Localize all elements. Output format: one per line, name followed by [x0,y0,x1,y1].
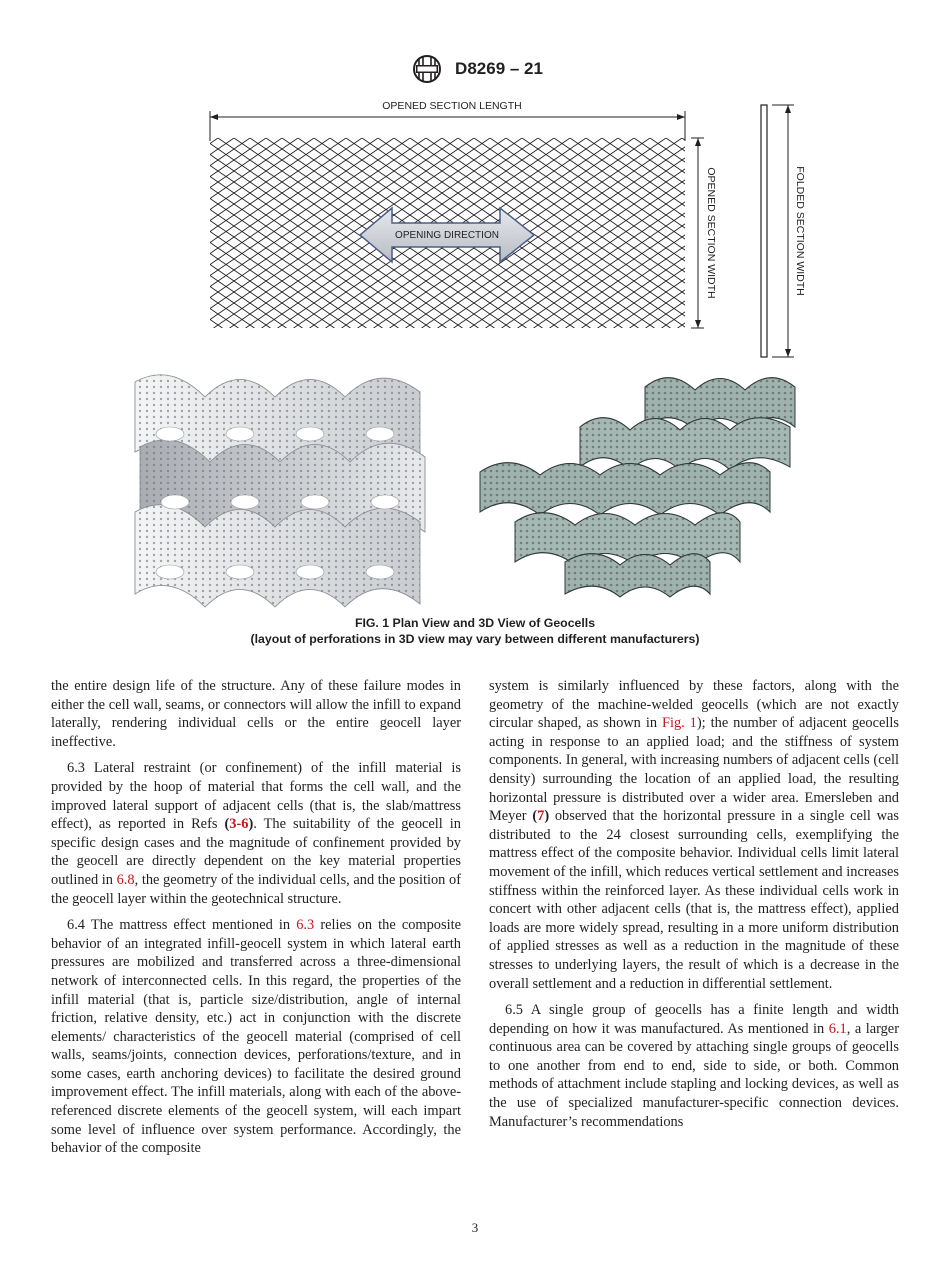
figure-caption-title: FIG. 1 Plan View and 3D View of Geocells [354,616,596,630]
paragraph-6-3: 6.3 Lateral restraint (or confinement) of the infill material is provided by the hoop of material that forms the cell wall, and the improved lateral support of adjacent cells (that is, the slab/mattress effect), as reported in Refs (3-6). The suitability of the geocell in specific design cases and the magnitude of confinement provided by the geocell are directly dependent on the key material properties outlined in 6.8, the geometry of the individual cells, and the position of the geocell layer within the geotechnical structure. [51,760,461,907]
paragraph-6-4-continuation: system is similarly influenced by these factors, along with the geometry of the machine-welded geocells (which are not exactly circular shaped, as shown in Fig. 1); the number of adjacent geocells acting in response to an applied load; and the stiffness of system components. In general, with increasing numbers of adjacent cells (cell density) surrounding the location of an applied load, the resulting horizontal pressure is distributed over a wider area. Emersleben and Meyer (7) observed that the horizontal pressure in a single cell was distributed to the 24 closest surrounding cells, exemplifying the mattress effect of the composite behavior. Individual cells limit lateral movement of the infill, which reduces vertical settlement and increases stiffness within the reinforced layer. As these individual cells work in concert with other adjacent cells (that is, the mattress effect), applied loads are more widely spread, resulting in a more uniform distribution of applied stresses as well as a reduction in the magnitude of these stresses to underlying layers, the result of which is a decrease in the overall settlement and a reduction in differential settlement. [489,678,900,992]
document-code: D8269 – 21 [455,59,543,78]
link-section-6-1[interactable]: 6.1 [828,1020,847,1037]
paragraph-6-4: 6.4 The mattress effect mentioned in 6.3 relies on the composite behavior of an integrated infill-geocell system in which lateral earth pressures are mobilized and transferred across a three-dimensional network of interconnected cells. In this regard, the properties of the infill material (that is, particle size/distribution, angle of internal friction, relative density, etc.) act in conjunction with the discrete elements/ characteristics of the geocell material (comprised of cell walls, seams/joints, connection devices, perforations/texture, and in some cases, earth anchoring devices) to facilitate the desired ground improvement effect. The infill materials, along with each of the above-referenced discrete elements of the geocell system, will each impart some level of influence over system performance. Accordingly, the behavior of the composite [51,917,461,1157]
opening-direction-label: OPENING DIRECTION [395,230,499,241]
right-text-column [489,677,899,1139]
link-section-6-3[interactable]: 6.3 [296,917,315,934]
opened-width-label: OPENED SECTION WIDTH [705,167,717,299]
link-fig-1[interactable]: Fig. 1 [661,715,697,732]
folded-section [761,105,767,357]
geocell-3d-white-view [130,372,450,612]
geocell-3d-gray-view [470,372,820,602]
paragraph-continuation: the entire design life of the structure. Any of these failure modes in either the cell wall, seams, or connectors will allow the infill to expand laterally, rendering individual cells or the entire geocell layer ineffective. [51,678,461,750]
figure-caption-note: (layout of perforations in 3D view may vary between different manufacturers) [250,632,700,646]
left-text-column [51,677,461,1166]
link-section-6-8[interactable]: 6.8 [116,871,135,888]
page-number: 3 [471,1220,479,1235]
reference-7[interactable]: (7) [532,808,550,825]
opened-length-label: OPENED SECTION LENGTH [382,100,522,112]
page-header [0,54,950,84]
reference-3-6[interactable]: (3-6) [224,816,254,833]
paragraph-6-5: 6.5 A single group of geocells has a finite length and width depending on how it was manufactured. As mentioned in 6.1, a larger continuous area can be covered by attaching single groups of geocells to one another from end to end, side to side, or both. Common methods of attachment include stapling and locking devices, as well as the use of specialized manufacturer-specific connection devices. Manufacturer’s recommendations [489,1002,899,1130]
plan-view-figure [200,95,810,365]
astm-logo-icon [407,54,447,84]
folded-width-label: FOLDED SECTION WIDTH [794,166,806,296]
